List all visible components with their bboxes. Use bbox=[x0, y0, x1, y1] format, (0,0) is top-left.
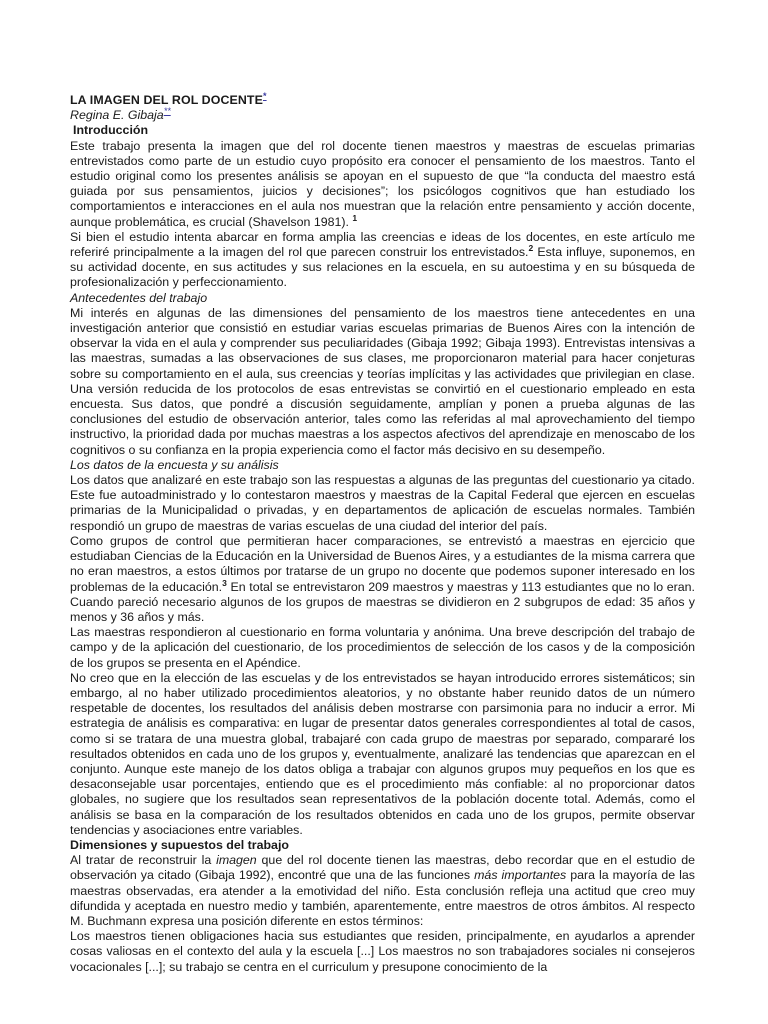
paragraph-text: que del rol docente tienen las maestras, debo recordar que en el estudio de observación ya citado (Gibaja 1992), encontré que una de las funciones bbox=[70, 853, 695, 883]
paragraph-datos-3: Las maestras respondieron al cuestionario en forma voluntaria y anónima. Una breve descripción del trabajo de campo y de la aplicación del cuestionario, de los procedimientos de selección de los casos y de la composición de los grupos se presenta en el Apéndice. bbox=[70, 625, 695, 670]
paragraph-text: Si bien el estudio intenta abarcar en forma amplia las creencias e ideas de los docentes, en este artículo me referiré principalmente a la imagen del rol que parecen construir los entrevistados. bbox=[70, 229, 695, 260]
paragraph-dimensiones-1 bbox=[70, 853, 695, 929]
title-text: LA IMAGEN DEL ROL DOCENTE bbox=[70, 93, 263, 107]
emphasis-mas-importantes: más importantes bbox=[474, 868, 567, 883]
paragraph-antecedentes-1: Mi interés en algunas de las dimensiones del pensamiento de los maestros tiene antecedentes en una investigación anterior que consistió en estudiar varias escuelas primarias de Buenos Aires con la intención de observar la vida en el aula y comprender sus peculiaridades (Gibaja 1992; Gibaja 1993). Entrevistas intensivas a las maestras, sumadas a las observaciones de sus clases, me proporcionaron material para hacer conjeturas sobre su comportamiento en el aula, sus creencias y teorías implícitas y las actividades que privilegian en clase. Una versión reducida de los protocolos de esas entrevistas se convirtió en el cuestionario empleado en esta encuesta. Sus datos, que pondré a discusión seguidamente, amplían y ponen a prueba algunas de las conclusiones del estudio de observación anterior, tales como las referidas al mal aprovechamiento del tiempo instructivo, la prioridad dada por muchas maestras a los aspectos afectivos del aprendizaje en menoscabo de los cognitivos o su confianza en la propia experiencia como el factor más decisivo en su desempeño. bbox=[70, 305, 695, 457]
section-heading-introduccion: Introducción bbox=[73, 123, 149, 138]
section-heading-datos: Los datos de la encuesta y su análisis bbox=[70, 457, 279, 472]
footnote-ref-1: 1 bbox=[352, 212, 358, 223]
author-name: Regina E. Gibaja bbox=[70, 108, 164, 123]
author-line bbox=[70, 108, 695, 123]
paragraph-text: para la mayoría de las maestras observadas, era atender a la emotividad del niño. Esta conclusión refleja una actitud que creo muy difundida y aceptada en nuestro medio y también, aparentemente, entre maestros de otros ámbitos. Al respecto M. Buchmann expresa una posición diferente en estos términos: bbox=[70, 868, 695, 928]
paragraph-text: En total se entrevistaron 209 maestros y maestras y 113 estudiantes que no lo eran. Cuando pareció necesario algunos de los grupos de maestras se dividieron en 2 subgrupos de edad: 35 años y menos y 36 años y más. bbox=[70, 579, 695, 624]
footnote-ref-3: 3 bbox=[222, 577, 227, 588]
paragraph-datos-1: Los datos que analizaré en este trabajo son las respuestas a algunas de las preguntas del cuestionario ya citado. Este fue autoadministrado y lo contestaron maestros y maestras de la Capital Federal que ejercen en escuelas primarias de la Municipalidad o privadas, y en departamentos de aplicación de escuelas normales. También respondió un grupo de maestras de varias escuelas de una ciudad del interior del país. bbox=[70, 473, 695, 533]
title-footnote-link[interactable]: * bbox=[262, 90, 267, 101]
document-page bbox=[70, 90, 695, 975]
paragraph-datos-4: No creo que en la elección de las escuelas y de los entrevistados se hayan introducido errores sistemáticos; sin embargo, al no haber utilizado procedimientos aleatorios, y no obstante haber reunido datos de un número respetable de docentes, los resultados del análisis deben mostrarse con parsimonia para no inducir a error. Mi estrategia de análisis es comparativa: en lugar de presentar datos generales correspondientes al total de casos, como si se tratara de una muestra global, trabajaré con cada grupo de maestras por separado, compararé los resultados obtenidos en cada uno de los grupos y, eventualmente, analizaré las tendencias que aparezcan en el conjunto. Aunque este manejo de los datos obliga a trabajar con algunos grupos muy pequeños en los que es desaconsejable usar porcentajes, entiendo que es el procedimiento más confiable: al no proporcionar datos globales, no sugiere que los resultados sean representativos de la población docente total. Además, como el análisis se basa en la comparación de los resultados obtenidos en cada uno de los grupos, permite observar tendencias y asociaciones entre variables. bbox=[70, 670, 695, 837]
paragraph-datos-2 bbox=[70, 534, 695, 625]
paragraph-text: Como grupos de control que permitieran hacer comparaciones, se entrevistó a maestras en ejercicio que estudiaban Ciencias de la Educación en la Universidad de Buenos Aires, y a estudiantes de la misma carrera que no eran maestros, a estos últimos por tratarse de un grupo no docente que podemos suponer interesado en los problemas de la educación. bbox=[70, 533, 695, 594]
paragraph-dimensiones-2: Los maestros tienen obligaciones hacia sus estudiantes que residen, principalmente, en ayudarlos a aprender cosas valiosas en el contexto del aula y la escuela [...] Los maestros no son trabajadores sociales ni consejeros vocacionales [...]; su trabajo se centra en el curriculum y presupone conocimiento de la bbox=[70, 929, 695, 974]
footnote-ref-2: 2 bbox=[528, 242, 534, 253]
paragraph-intro-2 bbox=[70, 230, 695, 291]
author-footnote-link[interactable]: ** bbox=[163, 106, 171, 117]
paragraph-text: Este trabajo presenta la imagen que del rol docente tienen maestros y maestras de escuelas primarias entrevistados como parte de un estudio cuyo propósito era conocer el pensamiento de los maestros. Tanto el estudio original como los presentes análisis se apoyan en el supuesto de que “la conducta del maestro está guiada por sus pensamientos, juicios y decisiones”; los psicólogos cognitivos que han estudiado los comportamientos e interacciones en el aula nos muestran que la relación entre pensamiento y acción docente, aunque problemática, es crucial (Shavelson 1981). bbox=[70, 138, 695, 229]
paragraph-text: Esta influye, suponemos, en su actividad docente, en sus actitudes y sus relaciones en la escuela, en su autoestima y en su búsqueda de profesionalización y perfeccionamiento. bbox=[70, 245, 695, 290]
section-heading-antecedentes: Antecedentes del trabajo bbox=[70, 290, 208, 305]
paragraph-text: Al tratar de reconstruir la bbox=[70, 853, 217, 868]
emphasis-imagen: imagen bbox=[216, 853, 257, 868]
paragraph-intro-1 bbox=[70, 139, 695, 230]
section-heading-dimensiones: Dimensiones y supuestos del trabajo bbox=[70, 837, 289, 852]
